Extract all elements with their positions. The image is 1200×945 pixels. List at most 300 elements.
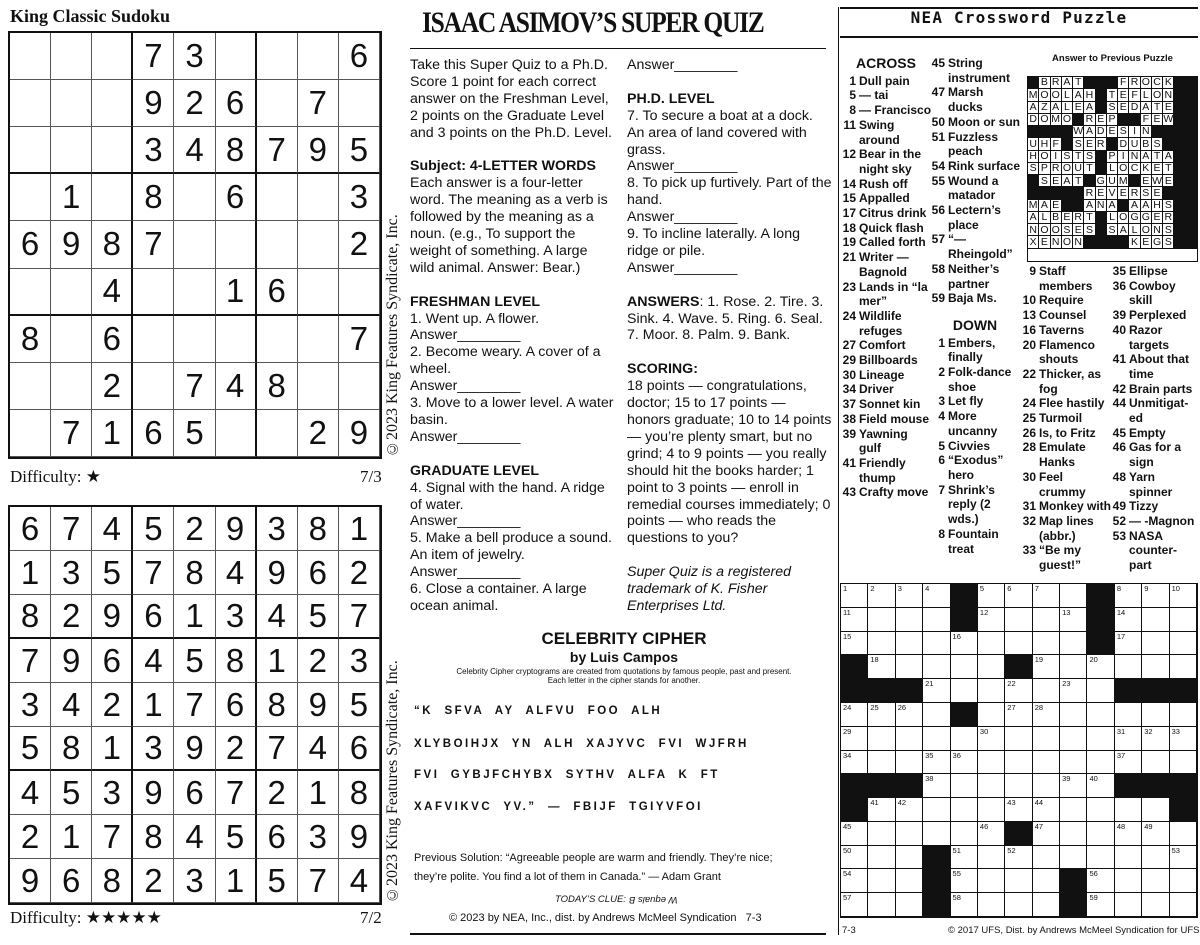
crossword-cell[interactable] (1060, 727, 1087, 751)
crossword-cell[interactable] (868, 846, 895, 870)
crossword-cell[interactable] (1115, 703, 1142, 727)
crossword-cell[interactable] (1087, 679, 1114, 703)
sudoku-cell[interactable] (10, 410, 51, 457)
sudoku-cell[interactable] (51, 363, 92, 410)
sudoku-cell[interactable] (51, 33, 92, 80)
answer-line[interactable]: Answer________ (410, 564, 521, 581)
sudoku-cell[interactable]: 9 (133, 80, 174, 127)
crossword-cell[interactable] (1005, 869, 1032, 893)
answer-line[interactable]: Answer________ (627, 57, 738, 73)
sudoku-cell[interactable]: 8 (257, 683, 298, 727)
crossword-cell[interactable] (923, 798, 950, 822)
crossword-cell[interactable]: 20 (1087, 655, 1114, 679)
crossword-cell[interactable]: 57 (841, 893, 868, 917)
sudoku-cell[interactable]: 1 (133, 683, 174, 727)
crossword-cell[interactable]: 47 (1033, 822, 1060, 846)
sudoku-cell[interactable]: 8 (92, 221, 133, 268)
crossword-cell[interactable] (1142, 798, 1169, 822)
crossword-cell[interactable] (1060, 703, 1087, 727)
crossword-cell[interactable] (896, 846, 923, 870)
sudoku-cell[interactable]: 6 (51, 859, 92, 903)
sudoku-cell[interactable]: 3 (51, 551, 92, 595)
sudoku-cell[interactable]: 2 (92, 683, 133, 727)
crossword-cell[interactable] (1033, 751, 1060, 775)
sudoku-cell[interactable] (257, 316, 298, 363)
sudoku-cell[interactable]: 5 (216, 815, 257, 859)
sudoku-cell[interactable] (298, 316, 339, 363)
crossword-cell[interactable] (1087, 846, 1114, 870)
sudoku-cell[interactable]: 4 (133, 639, 174, 683)
crossword-cell[interactable] (896, 751, 923, 775)
sudoku-cell[interactable]: 6 (216, 683, 257, 727)
sudoku-cell[interactable]: 8 (92, 859, 133, 903)
sudoku-cell[interactable]: 8 (174, 551, 215, 595)
sudoku-cell[interactable]: 2 (298, 639, 339, 683)
crossword-cell[interactable] (1087, 822, 1114, 846)
crossword-cell[interactable]: 23 (1060, 679, 1087, 703)
sudoku-cell[interactable]: 5 (339, 127, 380, 174)
sudoku-cell[interactable]: 7 (10, 639, 51, 683)
crossword-cell[interactable]: 7 (1033, 584, 1060, 608)
crossword-cell[interactable] (1060, 751, 1087, 775)
sudoku-grid-1[interactable] (8, 31, 382, 459)
crossword-cell[interactable]: 43 (1005, 798, 1032, 822)
crossword-cell[interactable] (868, 632, 895, 656)
sudoku-cell[interactable]: 1 (298, 771, 339, 815)
sudoku-cell[interactable] (298, 221, 339, 268)
sudoku-cell[interactable]: 6 (339, 727, 380, 771)
sudoku-cell[interactable] (10, 269, 51, 316)
crossword-cell[interactable] (978, 655, 1005, 679)
crossword-cell[interactable]: 4 (923, 584, 950, 608)
sudoku-cell[interactable]: 6 (92, 316, 133, 363)
sudoku-cell[interactable]: 8 (216, 127, 257, 174)
sudoku-cell[interactable]: 5 (92, 551, 133, 595)
sudoku-cell[interactable] (339, 269, 380, 316)
crossword-cell[interactable] (1060, 798, 1087, 822)
crossword-cell[interactable]: 37 (1115, 751, 1142, 775)
sudoku-cell[interactable]: 2 (339, 551, 380, 595)
crossword-cell[interactable] (923, 655, 950, 679)
crossword-cell[interactable]: 28 (1033, 703, 1060, 727)
sudoku-cell[interactable] (51, 269, 92, 316)
sudoku-cell[interactable] (216, 33, 257, 80)
crossword-cell[interactable] (1005, 727, 1032, 751)
crossword-cell[interactable]: 2 (868, 584, 895, 608)
crossword-cell[interactable] (896, 869, 923, 893)
sudoku-cell[interactable]: 1 (216, 859, 257, 903)
crossword-cell[interactable] (1142, 893, 1169, 917)
sudoku-cell[interactable]: 7 (133, 221, 174, 268)
crossword-cell[interactable]: 59 (1087, 893, 1114, 917)
crossword-cell[interactable] (1142, 751, 1169, 775)
sudoku-cell[interactable]: 9 (339, 815, 380, 859)
crossword-cell[interactable] (1033, 727, 1060, 751)
crossword-cell[interactable]: 54 (841, 869, 868, 893)
sudoku-cell[interactable]: 7 (298, 80, 339, 127)
crossword-cell[interactable] (978, 869, 1005, 893)
answer-line[interactable]: Answer________ (410, 378, 521, 395)
crossword-cell[interactable]: 17 (1115, 632, 1142, 656)
sudoku-cell[interactable] (257, 174, 298, 221)
sudoku-cell[interactable]: 4 (216, 551, 257, 595)
crossword-cell[interactable] (1033, 679, 1060, 703)
sudoku-cell[interactable]: 3 (339, 174, 380, 221)
sudoku-cell[interactable]: 5 (257, 859, 298, 903)
sudoku-cell[interactable]: 8 (10, 595, 51, 639)
sudoku-cell[interactable]: 5 (298, 595, 339, 639)
crossword-cell[interactable] (978, 893, 1005, 917)
sudoku-cell[interactable] (174, 269, 215, 316)
sudoku-cell[interactable] (133, 316, 174, 363)
sudoku-cell[interactable]: 3 (92, 771, 133, 815)
crossword-cell[interactable] (1033, 774, 1060, 798)
crossword-cell[interactable]: 44 (1033, 798, 1060, 822)
crossword-cell[interactable]: 45 (841, 822, 868, 846)
sudoku-cell[interactable] (10, 363, 51, 410)
crossword-cell[interactable]: 31 (1115, 727, 1142, 751)
crossword-cell[interactable] (896, 822, 923, 846)
sudoku-cell[interactable]: 2 (174, 80, 215, 127)
crossword-cell[interactable]: 52 (1005, 846, 1032, 870)
sudoku-cell[interactable]: 9 (257, 551, 298, 595)
crossword-cell[interactable] (896, 632, 923, 656)
crossword-cell[interactable]: 33 (1170, 727, 1197, 751)
sudoku-cell[interactable]: 5 (133, 507, 174, 551)
sudoku-cell[interactable]: 4 (92, 269, 133, 316)
sudoku-cell[interactable]: 8 (339, 771, 380, 815)
crossword-cell[interactable] (923, 608, 950, 632)
sudoku-cell[interactable]: 4 (257, 595, 298, 639)
crossword-cell[interactable] (1005, 632, 1032, 656)
crossword-cell[interactable] (1170, 869, 1197, 893)
sudoku-cell[interactable] (51, 80, 92, 127)
sudoku-cell[interactable]: 3 (10, 683, 51, 727)
sudoku-cell[interactable]: 6 (133, 595, 174, 639)
crossword-cell[interactable]: 51 (951, 846, 978, 870)
sudoku-cell[interactable]: 7 (174, 683, 215, 727)
sudoku-cell[interactable]: 1 (92, 410, 133, 457)
crossword-cell[interactable] (1115, 846, 1142, 870)
sudoku-cell[interactable]: 6 (92, 639, 133, 683)
crossword-cell[interactable]: 11 (841, 608, 868, 632)
sudoku-cell[interactable] (10, 127, 51, 174)
crossword-cell[interactable] (923, 703, 950, 727)
crossword-cell[interactable]: 21 (923, 679, 950, 703)
crossword-cell[interactable]: 27 (1005, 703, 1032, 727)
crossword-cell[interactable] (978, 798, 1005, 822)
crossword-cell[interactable] (1115, 798, 1142, 822)
crossword-cell[interactable] (1115, 655, 1142, 679)
crossword-cell[interactable] (1033, 869, 1060, 893)
crossword-cell[interactable]: 49 (1142, 822, 1169, 846)
sudoku-cell[interactable]: 4 (174, 815, 215, 859)
crossword-cell[interactable] (1033, 608, 1060, 632)
answer-line[interactable]: Answer________ (627, 158, 738, 175)
sudoku-cell[interactable] (92, 174, 133, 221)
crossword-cell[interactable]: 46 (978, 822, 1005, 846)
crossword-cell[interactable]: 38 (923, 774, 950, 798)
crossword-cell[interactable] (1033, 632, 1060, 656)
answer-line[interactable]: Answer________ (627, 259, 738, 276)
crossword-cell[interactable]: 19 (1033, 655, 1060, 679)
sudoku-cell[interactable]: 2 (10, 815, 51, 859)
crossword-cell[interactable] (978, 774, 1005, 798)
crossword-cell[interactable]: 10 (1170, 584, 1197, 608)
crossword-cell[interactable]: 42 (896, 798, 923, 822)
crossword-cell[interactable]: 41 (868, 798, 895, 822)
sudoku-cell[interactable]: 6 (133, 410, 174, 457)
sudoku-cell[interactable]: 2 (174, 507, 215, 551)
crossword-cell[interactable] (923, 632, 950, 656)
crossword-cell[interactable]: 3 (896, 584, 923, 608)
sudoku-cell[interactable]: 2 (92, 363, 133, 410)
crossword-cell[interactable]: 24 (841, 703, 868, 727)
sudoku-cell[interactable]: 9 (92, 595, 133, 639)
crossword-cell[interactable]: 5 (978, 584, 1005, 608)
crossword-grid[interactable] (840, 583, 1198, 918)
sudoku-cell[interactable]: 7 (174, 363, 215, 410)
crossword-cell[interactable] (978, 751, 1005, 775)
crossword-cell[interactable] (1087, 727, 1114, 751)
crossword-cell[interactable] (868, 727, 895, 751)
sudoku-cell[interactable]: 2 (133, 859, 174, 903)
crossword-cell[interactable] (951, 798, 978, 822)
crossword-cell[interactable]: 30 (978, 727, 1005, 751)
crossword-cell[interactable]: 36 (951, 751, 978, 775)
crossword-cell[interactable] (951, 822, 978, 846)
crossword-cell[interactable] (1005, 893, 1032, 917)
crossword-cell[interactable] (1005, 608, 1032, 632)
sudoku-cell[interactable] (133, 269, 174, 316)
sudoku-cell[interactable]: 9 (298, 127, 339, 174)
answer-line[interactable]: Answer________ (410, 513, 521, 530)
sudoku-cell[interactable]: 2 (339, 221, 380, 268)
crossword-cell[interactable] (1142, 632, 1169, 656)
sudoku-grid-2[interactable] (8, 505, 382, 905)
crossword-cell[interactable] (1060, 655, 1087, 679)
crossword-cell[interactable] (978, 679, 1005, 703)
crossword-cell[interactable] (896, 727, 923, 751)
sudoku-cell[interactable]: 1 (51, 815, 92, 859)
crossword-cell[interactable]: 15 (841, 632, 868, 656)
crossword-cell[interactable] (1170, 608, 1197, 632)
sudoku-cell[interactable]: 1 (216, 269, 257, 316)
sudoku-cell[interactable]: 1 (92, 727, 133, 771)
sudoku-cell[interactable]: 7 (133, 551, 174, 595)
sudoku-cell[interactable]: 2 (257, 771, 298, 815)
sudoku-cell[interactable]: 2 (298, 410, 339, 457)
crossword-cell[interactable]: 8 (1115, 584, 1142, 608)
sudoku-cell[interactable] (10, 174, 51, 221)
sudoku-cell[interactable] (298, 363, 339, 410)
crossword-cell[interactable] (951, 774, 978, 798)
crossword-cell[interactable] (1170, 703, 1197, 727)
sudoku-cell[interactable]: 4 (174, 127, 215, 174)
sudoku-cell[interactable]: 6 (257, 815, 298, 859)
sudoku-cell[interactable]: 5 (174, 410, 215, 457)
sudoku-cell[interactable]: 8 (133, 174, 174, 221)
crossword-cell[interactable]: 9 (1142, 584, 1169, 608)
sudoku-cell[interactable] (92, 33, 133, 80)
sudoku-cell[interactable]: 3 (133, 727, 174, 771)
sudoku-cell[interactable]: 3 (257, 507, 298, 551)
crossword-cell[interactable] (1087, 703, 1114, 727)
crossword-cell[interactable]: 29 (841, 727, 868, 751)
sudoku-cell[interactable]: 8 (10, 316, 51, 363)
crossword-cell[interactable] (868, 751, 895, 775)
sudoku-cell[interactable] (51, 316, 92, 363)
crossword-cell[interactable] (1170, 822, 1197, 846)
crossword-cell[interactable] (1170, 893, 1197, 917)
crossword-cell[interactable]: 35 (923, 751, 950, 775)
crossword-cell[interactable] (868, 869, 895, 893)
crossword-cell[interactable] (1060, 822, 1087, 846)
sudoku-cell[interactable] (339, 80, 380, 127)
sudoku-cell[interactable] (10, 33, 51, 80)
sudoku-cell[interactable]: 9 (133, 771, 174, 815)
sudoku-cell[interactable]: 8 (298, 507, 339, 551)
sudoku-cell[interactable] (257, 410, 298, 457)
sudoku-cell[interactable]: 2 (51, 595, 92, 639)
sudoku-cell[interactable] (339, 363, 380, 410)
sudoku-cell[interactable]: 8 (51, 727, 92, 771)
crossword-cell[interactable] (868, 608, 895, 632)
sudoku-cell[interactable] (174, 174, 215, 221)
sudoku-cell[interactable]: 5 (10, 727, 51, 771)
crossword-cell[interactable] (1115, 893, 1142, 917)
sudoku-cell[interactable]: 9 (339, 410, 380, 457)
sudoku-cell[interactable]: 1 (174, 595, 215, 639)
sudoku-cell[interactable] (216, 316, 257, 363)
crossword-cell[interactable] (1142, 846, 1169, 870)
crossword-cell[interactable]: 32 (1142, 727, 1169, 751)
sudoku-cell[interactable]: 9 (298, 683, 339, 727)
crossword-cell[interactable] (978, 632, 1005, 656)
crossword-cell[interactable] (868, 893, 895, 917)
crossword-cell[interactable] (868, 822, 895, 846)
sudoku-cell[interactable]: 8 (133, 815, 174, 859)
crossword-cell[interactable]: 34 (841, 751, 868, 775)
crossword-cell[interactable] (1170, 751, 1197, 775)
sudoku-cell[interactable] (174, 316, 215, 363)
crossword-cell[interactable]: 6 (1005, 584, 1032, 608)
sudoku-cell[interactable]: 7 (257, 127, 298, 174)
sudoku-cell[interactable] (92, 80, 133, 127)
crossword-cell[interactable] (1170, 632, 1197, 656)
sudoku-cell[interactable]: 7 (51, 410, 92, 457)
crossword-cell[interactable] (1060, 846, 1087, 870)
sudoku-cell[interactable]: 4 (339, 859, 380, 903)
sudoku-cell[interactable]: 7 (133, 33, 174, 80)
crossword-cell[interactable]: 16 (951, 632, 978, 656)
crossword-cell[interactable] (896, 608, 923, 632)
crossword-cell[interactable] (1033, 893, 1060, 917)
crossword-cell[interactable] (951, 655, 978, 679)
sudoku-cell[interactable] (257, 33, 298, 80)
crossword-cell[interactable]: 39 (1060, 774, 1087, 798)
crossword-cell[interactable]: 50 (841, 846, 868, 870)
answer-line[interactable]: Answer________ (410, 327, 521, 344)
sudoku-cell[interactable]: 1 (10, 551, 51, 595)
crossword-cell[interactable] (1142, 608, 1169, 632)
sudoku-cell[interactable]: 6 (339, 33, 380, 80)
crossword-cell[interactable] (1060, 632, 1087, 656)
sudoku-cell[interactable] (298, 269, 339, 316)
crossword-cell[interactable] (1087, 751, 1114, 775)
answer-line[interactable]: Answer________ (627, 209, 738, 226)
sudoku-cell[interactable] (257, 80, 298, 127)
sudoku-cell[interactable]: 4 (10, 771, 51, 815)
sudoku-cell[interactable]: 9 (51, 639, 92, 683)
sudoku-cell[interactable]: 4 (216, 363, 257, 410)
sudoku-cell[interactable]: 7 (298, 859, 339, 903)
crossword-cell[interactable] (978, 703, 1005, 727)
sudoku-cell[interactable]: 4 (51, 683, 92, 727)
sudoku-cell[interactable] (51, 127, 92, 174)
answer-line[interactable]: Answer________ (410, 428, 521, 445)
sudoku-cell[interactable]: 6 (174, 771, 215, 815)
sudoku-cell[interactable]: 2 (216, 727, 257, 771)
sudoku-cell[interactable]: 6 (298, 551, 339, 595)
sudoku-cell[interactable]: 7 (92, 815, 133, 859)
crossword-cell[interactable]: 14 (1115, 608, 1142, 632)
sudoku-cell[interactable]: 6 (216, 80, 257, 127)
sudoku-cell[interactable]: 6 (216, 174, 257, 221)
sudoku-cell[interactable]: 7 (257, 727, 298, 771)
sudoku-cell[interactable]: 3 (174, 33, 215, 80)
sudoku-cell[interactable] (133, 363, 174, 410)
crossword-cell[interactable] (923, 822, 950, 846)
crossword-cell[interactable]: 56 (1087, 869, 1114, 893)
crossword-cell[interactable] (1142, 655, 1169, 679)
sudoku-cell[interactable]: 9 (174, 727, 215, 771)
crossword-cell[interactable]: 55 (951, 869, 978, 893)
sudoku-cell[interactable]: 7 (216, 771, 257, 815)
sudoku-cell[interactable]: 7 (51, 507, 92, 551)
crossword-cell[interactable]: 48 (1115, 822, 1142, 846)
sudoku-cell[interactable]: 3 (216, 595, 257, 639)
sudoku-cell[interactable] (216, 410, 257, 457)
sudoku-cell[interactable]: 8 (216, 639, 257, 683)
crossword-cell[interactable] (1142, 869, 1169, 893)
sudoku-cell[interactable]: 4 (92, 507, 133, 551)
sudoku-cell[interactable]: 7 (339, 595, 380, 639)
crossword-cell[interactable]: 12 (978, 608, 1005, 632)
sudoku-cell[interactable] (298, 174, 339, 221)
sudoku-cell[interactable]: 6 (10, 507, 51, 551)
sudoku-cell[interactable]: 3 (133, 127, 174, 174)
sudoku-cell[interactable]: 3 (339, 639, 380, 683)
crossword-cell[interactable] (1005, 774, 1032, 798)
sudoku-cell[interactable] (92, 127, 133, 174)
crossword-cell[interactable] (1060, 584, 1087, 608)
crossword-cell[interactable] (896, 655, 923, 679)
crossword-cell[interactable] (1115, 869, 1142, 893)
crossword-cell[interactable] (1170, 655, 1197, 679)
crossword-cell[interactable]: 13 (1060, 608, 1087, 632)
sudoku-cell[interactable] (10, 80, 51, 127)
sudoku-cell[interactable] (174, 221, 215, 268)
sudoku-cell[interactable]: 5 (51, 771, 92, 815)
sudoku-cell[interactable]: 4 (298, 727, 339, 771)
crossword-cell[interactable]: 53 (1170, 846, 1197, 870)
sudoku-cell[interactable]: 7 (339, 316, 380, 363)
crossword-cell[interactable]: 18 (868, 655, 895, 679)
sudoku-cell[interactable]: 9 (216, 507, 257, 551)
crossword-cell[interactable] (923, 727, 950, 751)
sudoku-cell[interactable]: 5 (174, 639, 215, 683)
